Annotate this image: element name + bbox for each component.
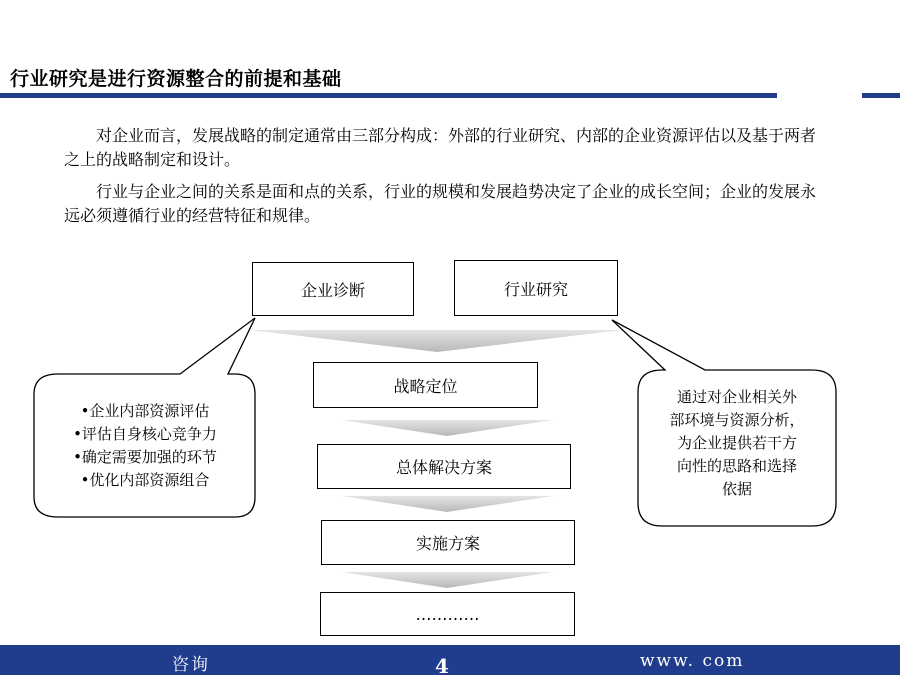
right-callout-line: 为企业提供若干方 [676, 434, 797, 452]
footer-bar [0, 645, 900, 675]
right-callout-line: 部环境与资源分析， [669, 411, 805, 429]
right-callout-line: 通过对企业相关外 [676, 388, 797, 406]
step-implementation-plan: 实施方案 [321, 520, 575, 565]
intro-paragraph-1: 对企业而言，发展战略的制定通常由三部分构成：外部的行业研究、内部的企业资源评估以及基于两者之上的战略制定和设计。 [64, 126, 817, 169]
step-more: ………… [320, 592, 575, 636]
converge-arrow [250, 330, 622, 352]
left-callout-item: •企业内部资源评估 [80, 402, 210, 420]
left-callout-item: •评估自身核心竞争力 [73, 425, 217, 443]
footer-website: www. com [640, 651, 745, 671]
footer-company-label: 咨询 [172, 655, 210, 675]
slide-title: 行业研究是进行资源整合的前提和基础 [10, 68, 342, 90]
footer-divider [0, 644, 900, 645]
step-arrow-2 [342, 496, 553, 512]
right-callout-line: 向性的思路和选择 [676, 457, 797, 475]
left-callout-item: •确定需要加强的环节 [73, 448, 217, 466]
page-number: 4 [435, 654, 449, 678]
step-arrow-1 [342, 420, 553, 436]
box-industry-research: 行业研究 [454, 260, 618, 316]
right-callout-line: 依据 [721, 480, 752, 498]
left-callout-text [38, 400, 252, 492]
intro-paragraph-2: 行业与企业之间的关系是面和点的关系，行业的规模和发展趋势决定了企业的成长空间；企业的发展永远必须遵循行业的经营特征和规律。 [64, 182, 817, 225]
left-callout-item: •优化内部资源组合 [80, 471, 210, 489]
step-overall-solution: 总体解决方案 [317, 444, 571, 489]
step-strategic-positioning: 战略定位 [313, 362, 538, 408]
step-arrow-3 [342, 572, 553, 588]
right-callout-text [641, 386, 833, 501]
box-enterprise-diagnosis: 企业诊断 [252, 262, 414, 316]
